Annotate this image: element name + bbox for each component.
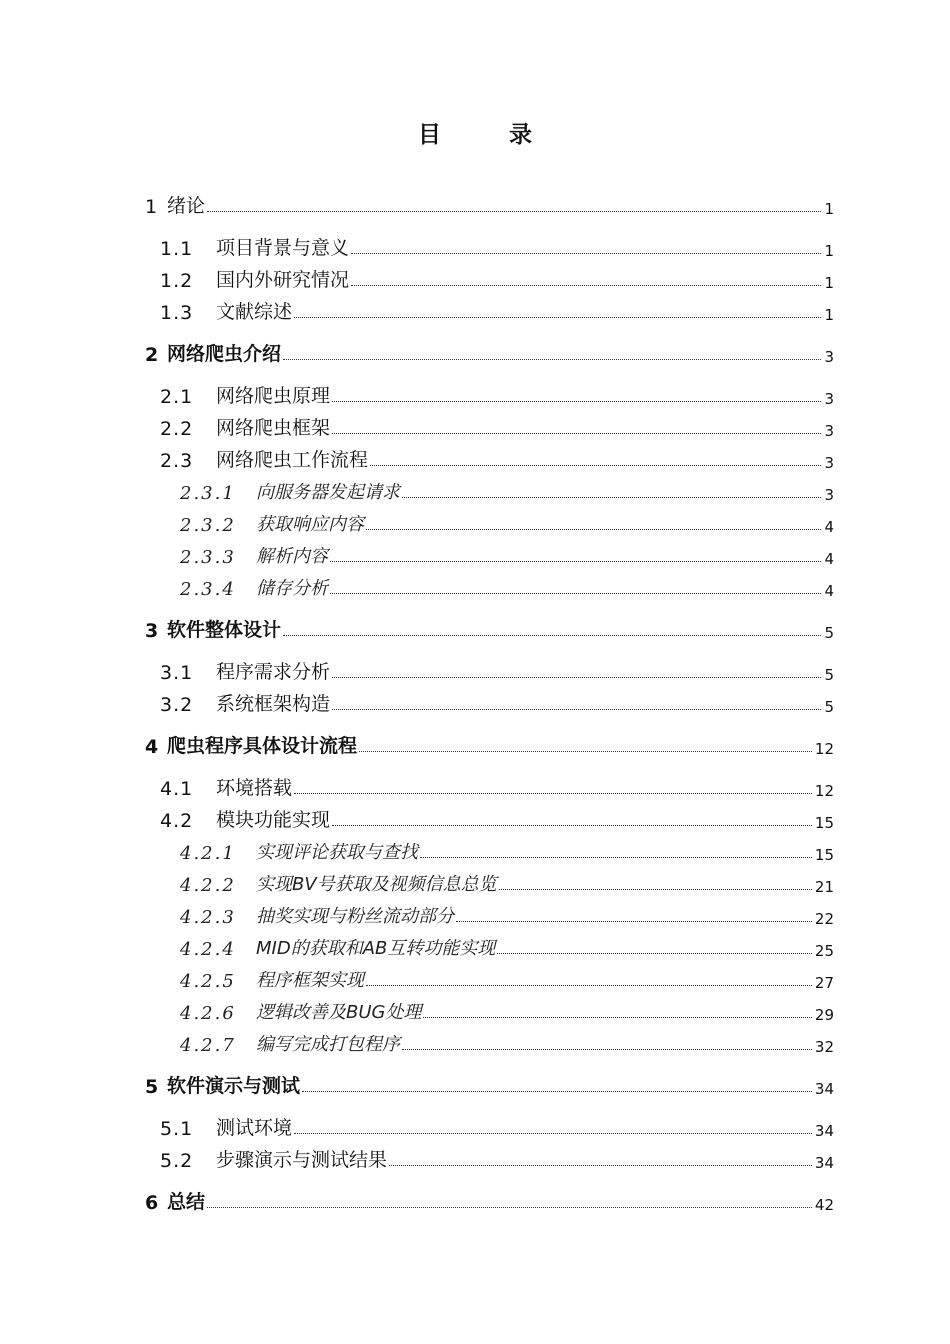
dot-leader [351, 285, 821, 286]
toc-entry-number: 1.3 [160, 302, 194, 324]
toc-entry-title: 项目背景与意义 [216, 237, 350, 259]
toc-entry-page-number: 4 [824, 518, 834, 536]
toc-entry[interactable] [160, 232, 834, 260]
dot-leader [420, 857, 812, 858]
toc-entry-title: 文献综述 [216, 301, 293, 323]
toc-entry-page-number: 22 [814, 910, 834, 928]
dot-leader [294, 793, 812, 794]
toc-entry-title: 实现评论获取与查找 [256, 842, 418, 863]
toc-entry[interactable] [180, 508, 834, 536]
toc-entry-number: 4.2.4 [180, 939, 236, 960]
toc-entry-page-number: 3 [824, 390, 834, 408]
dot-leader [456, 921, 812, 922]
toc-entry-page-number: 1 [824, 200, 834, 218]
toc-entry-title: 程序需求分析 [216, 661, 331, 683]
toc-entry[interactable] [145, 1070, 834, 1098]
dot-leader [499, 889, 812, 890]
toc-entry-page-number: 34 [814, 1080, 834, 1098]
toc-entry-number: 3.1 [160, 662, 194, 684]
toc-entry-title: 测试环境 [216, 1117, 293, 1139]
dot-leader [366, 985, 812, 986]
dot-leader [330, 561, 821, 562]
toc-entry-title: 网络爬虫介绍 [167, 343, 282, 365]
toc-entry[interactable] [180, 868, 834, 896]
toc-entry-page-number: 29 [814, 1006, 834, 1024]
toc-entry-title: 逻辑改善及BUG处理 [256, 1002, 422, 1023]
toc-entry-title: 环境搭载 [216, 777, 293, 799]
toc-entry-page-number: 34 [814, 1154, 834, 1172]
dot-leader [366, 529, 821, 530]
toc-entry-page-number: 27 [814, 974, 834, 992]
toc-entry[interactable] [160, 1144, 834, 1172]
dot-leader [389, 1165, 812, 1166]
toc-entry-page-number: 3 [824, 348, 834, 366]
toc-entry-title: 软件演示与测试 [167, 1075, 301, 1097]
toc-entry-title: 软件整体设计 [167, 619, 282, 641]
toc-entry[interactable] [160, 656, 834, 684]
toc-entry-title: 网络爬虫工作流程 [216, 449, 369, 471]
dot-leader [402, 497, 821, 498]
toc-entry-title: MID的获取和AB互转功能实现 [256, 938, 496, 959]
toc-entry-number: 2.2 [160, 418, 194, 440]
toc-entry-page-number: 3 [824, 422, 834, 440]
toc-entry[interactable] [160, 296, 834, 324]
toc-entry-number: 3 [145, 620, 159, 642]
toc-entry-number: 2.1 [160, 386, 194, 408]
toc-entry-title: 总结 [167, 1191, 206, 1213]
toc-entry-page-number: 15 [814, 814, 834, 832]
toc-entry-number: 5.1 [160, 1118, 194, 1140]
toc-entry-page-number: 12 [814, 740, 834, 758]
dot-leader [402, 1049, 812, 1050]
dot-leader [332, 709, 821, 710]
toc-entry-number: 4.1 [160, 778, 194, 800]
toc-entry-page-number: 1 [824, 242, 834, 260]
toc-entry-number: 4.2.2 [180, 875, 236, 896]
toc-entry[interactable] [180, 900, 834, 928]
toc-entry[interactable] [145, 614, 834, 642]
toc-entry-number: 2.3 [160, 450, 194, 472]
toc-entry-page-number: 4 [824, 582, 834, 600]
toc-entry[interactable] [180, 996, 834, 1024]
toc-entry-title: 实现BV号获取及视频信息总览 [256, 874, 497, 895]
toc-entry[interactable] [160, 804, 834, 832]
toc-entry-number: 4 [145, 736, 159, 758]
dot-leader [359, 751, 812, 752]
toc-entry-page-number: 25 [814, 942, 834, 960]
toc-entry-title: 爬虫程序具体设计流程 [167, 735, 358, 757]
toc-entry-page-number: 5 [824, 624, 834, 642]
dot-leader [207, 211, 821, 212]
toc-entry-number: 4.2 [160, 810, 194, 832]
toc-entry-page-number: 15 [814, 846, 834, 864]
toc-entry[interactable] [180, 476, 834, 504]
dot-leader [370, 465, 821, 466]
toc-entry-page-number: 1 [824, 274, 834, 292]
dot-leader [330, 593, 821, 594]
dot-leader [283, 635, 821, 636]
dot-leader [497, 953, 812, 954]
toc-entry[interactable] [180, 1028, 834, 1056]
toc-entry-number: 4.2.7 [180, 1035, 236, 1056]
toc-entry[interactable] [160, 444, 834, 472]
toc-entry-page-number: 34 [814, 1122, 834, 1140]
toc-entry[interactable] [160, 264, 834, 292]
toc-entry-page-number: 4 [824, 550, 834, 568]
toc-title: 目 录 [417, 122, 562, 148]
toc-entry[interactable] [180, 964, 834, 992]
toc-entry[interactable] [180, 932, 834, 960]
toc-entry-title: 解析内容 [256, 546, 328, 567]
toc-entry-title: 系统框架构造 [216, 693, 331, 715]
toc-entry[interactable] [160, 772, 834, 800]
toc-entry-number: 5 [145, 1076, 159, 1098]
toc-entry[interactable] [145, 338, 834, 366]
toc-entry[interactable] [180, 540, 834, 568]
toc-entry-page-number: 42 [814, 1196, 834, 1214]
toc-entry-number: 1 [145, 196, 158, 218]
dot-leader [332, 433, 821, 434]
toc-entry-page-number: 32 [814, 1038, 834, 1056]
toc-entry-number: 4.2.5 [180, 971, 236, 992]
toc-entry[interactable] [160, 380, 834, 408]
dot-leader [294, 317, 821, 318]
dot-leader [283, 359, 821, 360]
dot-leader [332, 825, 812, 826]
toc-entry-title: 程序框架实现 [256, 970, 364, 991]
toc-entry-number: 2 [145, 344, 159, 366]
toc-entry-number: 6 [145, 1192, 159, 1214]
toc-entry-number: 2.3.3 [180, 547, 236, 568]
toc-entry-number: 4.2.1 [180, 843, 236, 864]
toc-entry-page-number: 3 [824, 454, 834, 472]
dot-leader [332, 401, 821, 402]
dot-leader [332, 677, 821, 678]
toc-entry-number: 5.2 [160, 1150, 194, 1172]
toc-entry-title: 模块功能实现 [216, 809, 331, 831]
toc-entry[interactable] [160, 688, 834, 716]
toc-entry[interactable] [180, 572, 834, 600]
toc-entry-number: 4.2.6 [180, 1003, 236, 1024]
toc-entry-page-number: 1 [824, 306, 834, 324]
toc-entry-title: 向服务器发起请求 [256, 482, 400, 503]
toc-entry[interactable] [160, 412, 834, 440]
toc-entry-number: 4.2.3 [180, 907, 236, 928]
toc-entry-number: 2.3.1 [180, 483, 236, 504]
toc-entry-page-number: 21 [814, 878, 834, 896]
toc-entry-title: 编写完成打包程序 [256, 1034, 400, 1055]
toc-entry-number: 2.3.4 [180, 579, 236, 600]
toc-entry[interactable] [145, 190, 834, 218]
toc-entry-page-number: 12 [814, 782, 834, 800]
dot-leader [207, 1207, 812, 1208]
toc-entry-title: 抽奖实现与粉丝流动部分 [256, 906, 454, 927]
dot-leader [351, 253, 821, 254]
toc-entry-title: 网络爬虫框架 [216, 417, 331, 439]
toc-entry-page-number: 5 [824, 698, 834, 716]
dot-leader [294, 1133, 812, 1134]
toc-entry-title: 网络爬虫原理 [216, 385, 331, 407]
toc-entry-number: 1.2 [160, 270, 194, 292]
toc-entry-title: 绪论 [167, 195, 206, 217]
toc-entry-number: 2.3.2 [180, 515, 236, 536]
toc-entry[interactable] [145, 730, 834, 758]
dot-leader [302, 1091, 812, 1092]
toc-entry-title: 步骤演示与测试结果 [216, 1149, 388, 1171]
toc-entry[interactable] [180, 836, 834, 864]
toc-entry-title: 国内外研究情况 [216, 269, 350, 291]
toc-entry-title: 储存分析 [256, 578, 328, 599]
toc-entry[interactable] [145, 1186, 834, 1214]
toc-entry-number: 3.2 [160, 694, 194, 716]
toc-entry-number: 1.1 [160, 238, 194, 260]
toc-entry[interactable] [160, 1112, 834, 1140]
toc-entry-title: 获取响应内容 [256, 514, 364, 535]
toc-entry-page-number: 3 [824, 486, 834, 504]
toc-entry-page-number: 5 [824, 666, 834, 684]
dot-leader [423, 1017, 811, 1018]
